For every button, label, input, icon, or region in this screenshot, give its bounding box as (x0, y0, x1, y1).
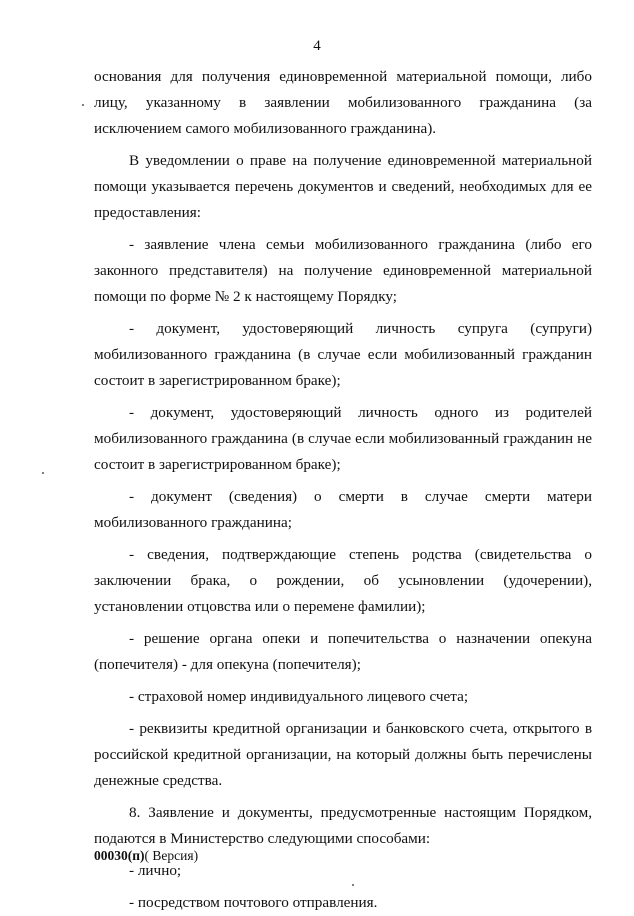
footer-code: 00030(п) (94, 848, 145, 863)
footer-version: ( Версия) (144, 848, 199, 863)
list-item: - документ, удостоверяющий личность супруга (супруги) мобилизованного гражданина (в случае если мобилизованный гражданин состоит в зарегистрированном браке); (94, 320, 592, 389)
paragraph-section-8: 8. Заявление и документы, предусмотренные настоящим Порядком, подаются в Министерство следующими способами: (94, 804, 592, 847)
scan-speck (42, 472, 44, 474)
list-item: - решение органа опеки и попечительства о назначении опекуна (попечителя) - для опекуна (попечителя); (94, 630, 592, 673)
paragraph-continuation: основания для получения единовременной материальной помощи, либо лицу, указанному в заявлении мобилизованного гражданина (за исключением самого мобилизованного гражданина). (94, 68, 592, 137)
list-item: - лично; (129, 862, 182, 879)
scan-speck (352, 884, 354, 886)
paragraph-notice: В уведомлении о праве на получение единовременной материальной помощи указывается перечень документов и сведений, необходимых для ее предоставления: (94, 152, 592, 221)
list-item: - посредством почтового отправления. (129, 894, 378, 911)
list-item: - страховой номер индивидуального лицевого счета; (129, 688, 469, 705)
list-item: - реквизиты кредитной организации и банковского счета, открытого в российской кредитной организации, на который должны быть перечислены денежные средства. (94, 720, 592, 789)
list-item: - документ, удостоверяющий личность одного из родителей мобилизованного гражданина (в случае если мобилизованный гражданин не состоит в зарегистрированном браке); (94, 404, 592, 473)
list-item: - документ (сведения) о смерти в случае смерти матери мобилизованного гражданина; (94, 488, 592, 531)
list-item: - сведения, подтверждающие степень родства (свидетельства о заключении брака, о рождении, об усыновлении (удочерении), установлении отцовства или о перемене фамилии); (94, 546, 592, 615)
document-footer (94, 848, 198, 864)
scan-speck (82, 104, 84, 106)
page-number: 4 (313, 38, 321, 54)
document-body (94, 64, 592, 916)
list-item: - заявление члена семьи мобилизованного гражданина (либо его законного представителя) на получение единовременной материальной помощи по форме № 2 к настоящему Порядку; (94, 236, 592, 305)
